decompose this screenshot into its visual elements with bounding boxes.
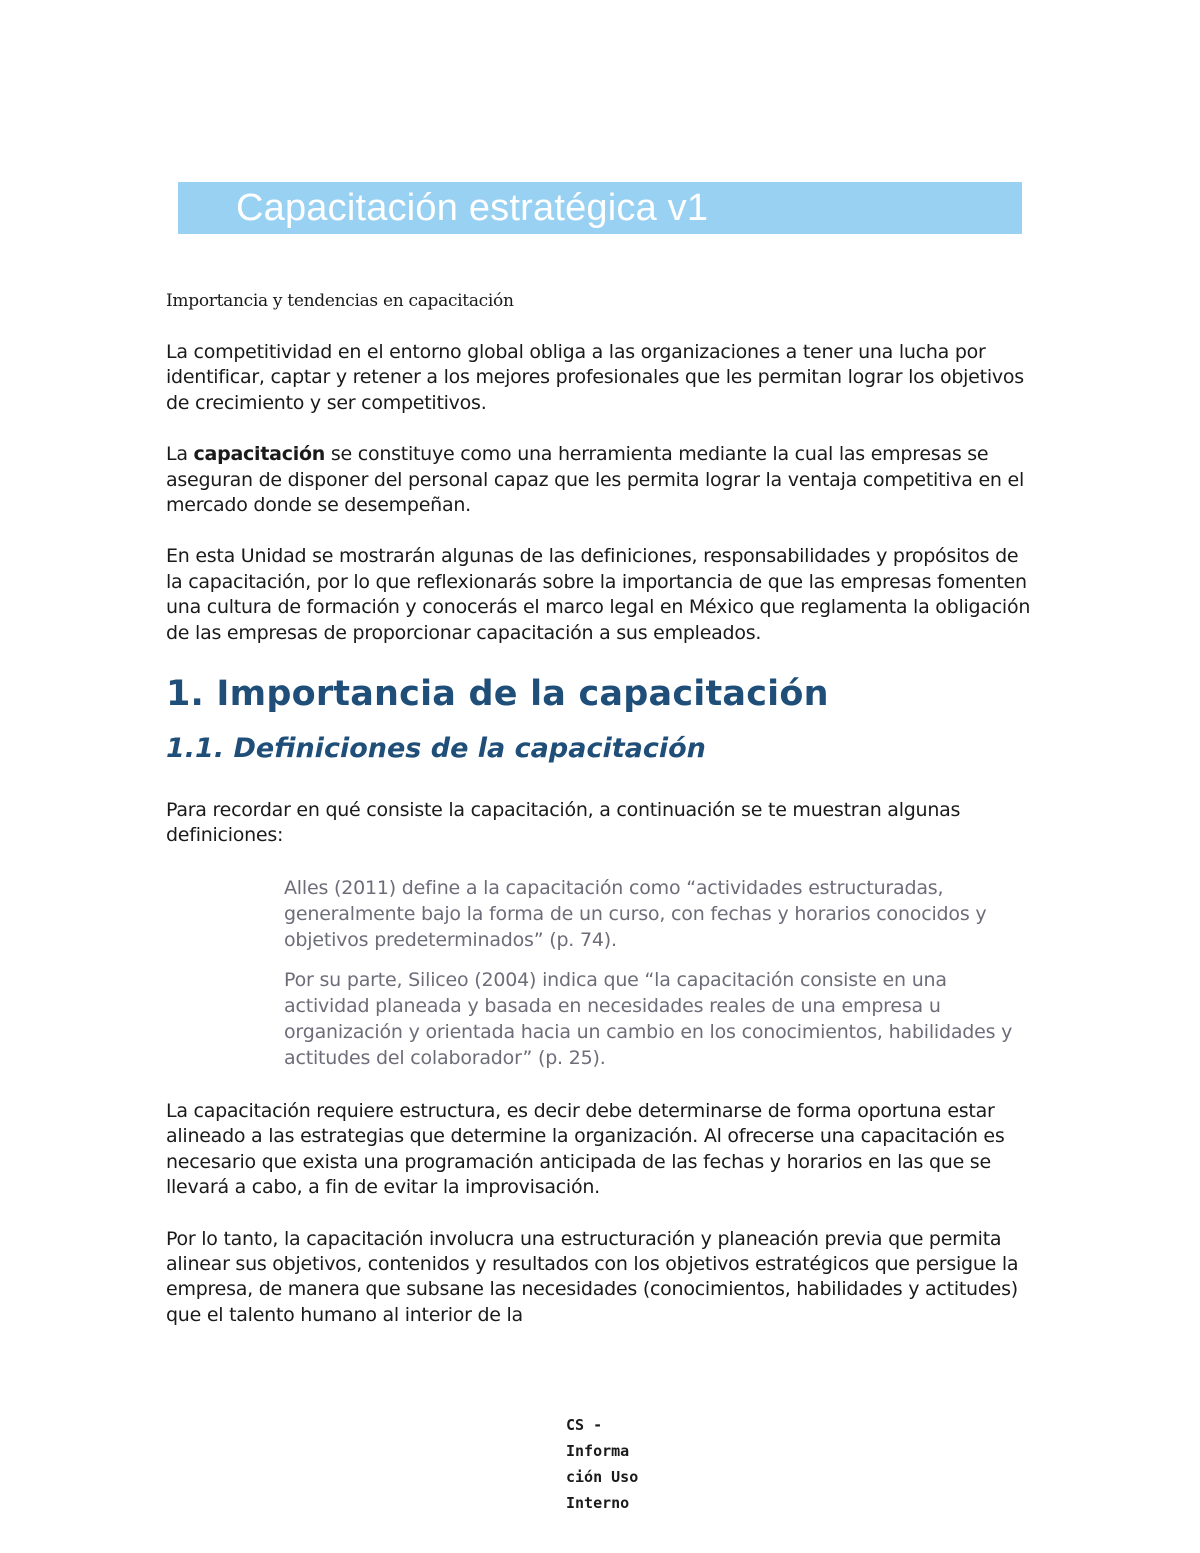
intro-paragraph: La competitividad en el entorno global obliga a las organizaciones a tener una lucha por identificar, captar y retener a los mejores profesionales que les permitan lograr los objetivos de crecimiento y ser competitivos. [166, 341, 1024, 414]
document-subtitle: Importancia y tendencias en capacitación [166, 291, 514, 311]
quote-alles: Alles (2011) define a la capacitación como “actividades estructuradas, generalmente bajo la forma de un curso, con fechas y horarios conocidos y objetivos predeterminados” (p. 74). [284, 876, 987, 951]
paragraph-prefix: La [166, 443, 194, 466]
footer-line: Informa [566, 1442, 630, 1460]
footer-line: ción Uso [566, 1468, 639, 1486]
quote-siliceo: Por su parte, Siliceo (2004) indica que “la capacitación consiste en una actividad planeada y basada en necesidades reales de una empresa u organización y orientada hacia un cambio en los conocimientos, habilidades y actitudes del colaborador” (p. 25). [284, 968, 1013, 1069]
classification-footer [566, 1412, 646, 1516]
footer-line: Interno [566, 1494, 630, 1512]
unit-overview-paragraph: En esta Unidad se mostrarán algunas de las definiciones, responsabilidades y propósitos de la capacitación, por lo que reflexionarás sobre la importancia de que las empresas fomenten una cultura de formación y conocerás el marco legal en México que reglamenta la obligación de las empresas de proporcionar capacitación a sus empleados. [166, 545, 1031, 644]
definitions-intro-paragraph: Para recordar en qué consiste la capacitación, a continuación se te muestran algunas definiciones: [166, 799, 961, 847]
paragraph-suffix: se constituye como una herramienta mediante la cual las empresas se aseguran de disponer del personal capaz que les permita lograr la ventaja competitiva en el mercado donde se desempeñan. [166, 443, 1024, 517]
structure-paragraph: La capacitación requiere estructura, es decir debe determinarse de forma oportuna estar alineado a las estrategias que determine la organización. Al ofrecerse una capacitación es necesario que exista una programación anticipada de las fechas y horarios en las que se llevará a cabo, a fin de evitar la improvisación. [166, 1099, 1005, 1199]
document-title-bar [178, 182, 1022, 234]
planning-paragraph: Por lo tanto, la capacitación involucra una estructuración y planeación previa que permita alinear sus objetivos, contenidos y resultados con los objetivos estratégicos que persigue la empresa, de manera que subsane las necesidades (conocimientos, habilidades y actitudes) que el talento humano al interior de la [166, 1227, 1019, 1326]
document-title: Capacitación estratégica v1 [236, 187, 709, 229]
document-body [166, 289, 1036, 1354]
capacitacion-paragraph [166, 442, 1036, 518]
section-heading: 1. Importancia de la capacitación [166, 674, 829, 715]
bold-term: capacitación [193, 443, 326, 466]
footer-line: CS - [566, 1416, 603, 1434]
subsection-heading: 1.1. Definiciones de la capacitación [166, 733, 706, 765]
